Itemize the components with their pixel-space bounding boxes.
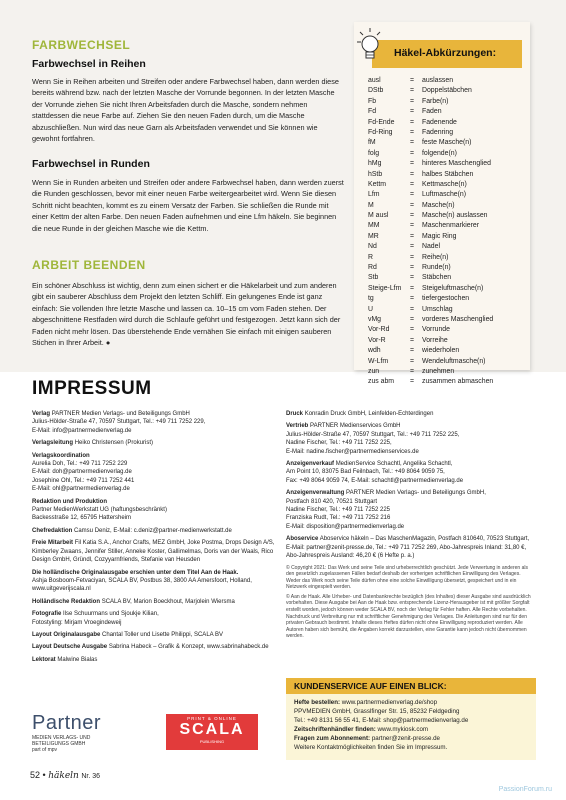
equals-sign: = [410,108,415,116]
impressum-entry-label: Verlagskoordination [32,452,90,459]
customer-service-box [286,678,536,760]
customer-service-label: Zeitschriftenhändler finden: [294,726,376,733]
abbreviation-meaning: Umschlag [422,305,453,313]
impressum-entry-text: Ashja Bosboom-Fetvaciyan, SCALA BV, Postbus 38, 3800 AA Amersfoort, Holland, www.uitgeverijscala.nl [32,577,252,593]
abbreviation-meaning: folgende(n) [422,149,457,157]
impressum-entry [286,489,536,531]
impressum-entry-label: Lektorat [32,656,56,663]
rights-notice: © Aan de Haak. Alle Urheber- und Datenbankrechte bezüglich (des Inhaltes) dieser Ausgabe sind ausdrücklich vorbehalten. Diese Ausgabe bei Aan de Haak bzw. entsprechende Lizenz-Herausgeber ist mit größter Sorgfalt erstellt worden, jedoch können weder SCALA BV, noch der Verlag für Fehler haften. Alle Rechte vorbehalten. Nachdruck und Verbreitung nur mit schriftlicher Genehmigung des Verlages. Die Anleitungen sind nur für den privaten Gebrauch bestimmt. Inhalte dieses Heftes dürfen nicht ohne Einwilligung reproduziert werden. Alle Autoren haben sich bemüht, die Angaben korrekt darzustellen, eine Garantie kann jedoch nicht übernommen werden. [286,593,531,640]
reihen-paragraph: Wenn Sie in Reihen arbeiten und Streifen oder andere Farbwechsel haben, dann werden diese bereits während bzw. nach der letzten Masche der Vorrunde begonnen. In der letzten Masche der Vorrunde ziehen Sie nicht Ihren Arbeitsfaden durch die Masche, sondern nehmen stattdessen die neue Farbe auf. Ziehen Sie den neuen Faden durch, um die Masche abzuschließen. Nun wird das neue Garn als Arbeitsfaden verwendet und Sie können wie gewohnt fortfahren. [32,77,339,144]
scala-logo-top: PRINT & ONLINE [187,716,237,721]
abbreviation-key: tg [368,295,374,303]
watermark: PassionForum.ru [498,786,552,793]
abbreviation-key: Vor-Rd [368,326,390,334]
customer-service-line [294,707,528,716]
partner-logo-name: Partner [32,712,102,734]
abbreviation-key: Vor-R [368,336,386,344]
equals-sign: = [410,357,415,365]
abbreviation-meaning: Masche(n) auslassen [422,212,488,220]
customer-service-label: Fragen zum Abonnement: [294,735,371,742]
abbreviation-meaning: Nadel [422,243,441,251]
equals-sign: = [410,336,415,344]
abbreviation-key: Fd-Ring [368,128,393,136]
customer-service-line [294,716,528,725]
impressum-left-column [32,410,276,668]
equals-sign: = [410,232,415,240]
tips-section [0,0,566,386]
abbreviation-row [368,211,526,221]
abbreviation-meaning: Reihe(n) [422,253,449,261]
impressum-entry [32,656,276,664]
customer-service-text: www.mykiosk.com [375,726,429,733]
impressum-entry-text: Ilse Schuurmans und Sjoukje Kilian, Fotostyling: Mirjam Vroegindeweij [32,611,159,626]
impressum-entry-text: Partner MedienWerkstatt UG (haftungsbeschränkt) Backesstraße 12, 65795 Hattersheim [32,507,167,522]
abbreviation-row [368,180,526,190]
impressum-entry-text: Malwine Bialas [57,656,98,663]
equals-sign: = [410,201,415,209]
abbreviations-note [354,22,530,386]
abbreviation-meaning: zunehmen [422,367,455,375]
abbreviation-meaning: vorderes Maschenglied [422,315,494,323]
equals-sign: = [410,87,415,95]
impressum-entry [32,643,276,651]
abbreviation-row [368,315,526,325]
abbreviation-row [368,377,526,387]
abbreviation-meaning: Stäbchen [422,274,452,282]
abbreviation-meaning: tiefergestochen [422,295,470,303]
equals-sign: = [410,305,415,313]
impressum-entry [32,598,276,606]
customer-service-text: Weitere Kontaktmöglichkeiten finden Sie im Impressum. [294,744,448,751]
impressum-entry-text: PARTNER Medienservices GmbH Julius-Hölder-Straße 47, 70597 Stuttgart, Tel.: +49 711 7252 225, Nadine Fischer, Tel.: +49 711 7252 225, E-Mail: nadine.fischer@partnermedienservices.de [286,423,460,455]
equals-sign: = [410,212,415,220]
page-number: 52 [30,770,41,780]
customer-service-text: Tel.: +49 8131 56 55 41, E-Mail: shop@partnermedienverlag.de [294,717,469,724]
abbreviation-row [368,86,526,96]
impressum-entry [286,460,536,485]
impressum-entry-text: PARTNER Medien Verlags- und Beteiligungs GmbH Julius-Hölder-Straße 47, 70597 Stuttgart, Tel.: +49 711 7252 229, E-Mail: info@partnermedienverlag.de [32,411,206,434]
arbeit-beenden-heading: ARBEIT BEENDEN [32,258,146,272]
impressum-entry [286,422,536,456]
abbreviation-meaning: wiederholen [422,347,460,355]
abbreviation-key: wdh [368,347,381,355]
impressum-entry-text: SCALA BV, Marion Boeckhout, Marjolein Wiersma [101,598,235,605]
impressum-entry-label: Redaktion und Produktion [32,498,107,505]
abbreviation-key: DStb [368,87,384,95]
abbreviation-key: zus abm [368,378,395,386]
impressum-title: IMPRESSUM [32,378,152,399]
abbreviation-row [368,159,526,169]
equals-sign: = [410,118,415,126]
equals-sign: = [410,222,415,230]
abbreviation-row [368,305,526,315]
impressum-entry [32,410,276,435]
impressum-right-column [286,410,536,643]
issue-number: Nr. 36 [81,773,101,780]
abbreviation-meaning: Luftmasche(n) [422,191,467,199]
abbreviation-key: W-Lfm [368,357,389,365]
equals-sign: = [410,149,415,157]
customer-service-line [294,734,528,743]
abbreviation-key: Nd [368,243,377,251]
abbreviation-key: U [368,305,373,313]
abbreviation-key: Rd [368,264,377,272]
impressum-entry-label: Druck [286,411,304,417]
abbreviation-row [368,242,526,252]
abbreviation-meaning: zusammen abmaschen [422,378,494,386]
abbreviation-key: MR [368,232,379,240]
abbreviation-row [368,190,526,200]
equals-sign: = [410,139,415,147]
abbreviation-key: MM [368,222,380,230]
impressum-entry-text: Chantal Toller und Lisette Philippi, SCALA BV [102,631,223,638]
abbreviation-meaning: Kettmasche(n) [422,180,467,188]
impressum-entry [32,498,276,523]
equals-sign: = [410,264,415,272]
abbreviation-key: Stb [368,274,379,282]
impressum-entry-text: Fil Katia S.A., Anchor Crafts, MEZ GmbH, Joke Postma, Drops Design A/S, Kimberley Zwaans, Jennifer Stiller, Anneke Koster, Gallimelmas, Doris van der Waals, Rico Design GmbH, Gründl, Cozyyarnfriends, Stefanie van Heusden [32,540,275,564]
customer-service-label: Hefte bestellen: [294,699,341,706]
abbreviation-meaning: Farbe(n) [422,97,449,105]
abbreviation-meaning: Masche(n) [422,201,455,209]
abbreviation-meaning: feste Masche(n) [422,139,472,147]
impressum-entry [32,610,276,627]
impressum-entry [32,452,276,494]
equals-sign: = [410,77,415,84]
impressum-entry [32,527,276,535]
abbreviation-row [368,76,526,86]
equals-sign: = [410,284,415,292]
impressum-entry [286,535,536,560]
customer-service-line [294,743,528,752]
abbreviation-meaning: auslassen [422,77,454,84]
abbreviation-row [368,253,526,263]
abbreviation-meaning: hinteres Maschenglied [422,160,491,168]
impressum-entry-label: Aboservice [286,536,319,543]
impressum-entry-label: Layout Deutsche Ausgabe [32,644,108,651]
customer-service-lines [286,694,536,756]
abbreviation-row [368,232,526,242]
abbreviation-key: vMg [368,315,382,323]
abbreviation-meaning: halbes Stäbchen [422,170,474,178]
impressum-entry-text: PARTNER Medien Verlags- und Beteiligungs GmbH, Postfach 810 420, 70521 Stuttgart Nadine Fischer, Tel.: +49 711 7252 225 Franziska Rudt, Tel.: +49 711 7252 216 E-Mail: disposition@partnermedienverlag.de [286,490,486,530]
impressum-entry-text: MedienService Schachtl, Angelika Schachtl, Am Point 10, 83075 Bad Feilnbach, Tel.: +49 8064 9059 75, Fax: +49 8064 9059 74, E-Mail: schachtl@partnermedienverlag.de [286,461,464,484]
equals-sign: = [410,253,415,261]
abbreviation-meaning: Vorrunde [422,326,450,334]
impressum-entry-text: Sabrina Habeck – Grafik & Konzept, www.sabrinahabeck.de [108,644,269,651]
impressum-entry-text: Aboservice häkeln – Das MaschenMagazin, Postfach 810640, 70523 Stuttgart, E-Mail: partner@zenit-presse.de, Tel.: +49 711 7252 269, Abo-Jahrespreis Inland: 31,80 €, Abo-Jahrespreis Ausland: 46,20 € (6 Hefte p. a.) [286,536,530,560]
abbreviation-meaning: Doppelstäbchen [422,87,472,95]
lightbulb-icon [356,26,384,66]
abbreviation-row [368,97,526,107]
equals-sign: = [410,191,415,199]
impressum-entry-text: Camsu Deniz, E-Mail: c.deniz@partner-medienwerkstatt.de [74,527,232,534]
abbreviations-header [354,22,530,72]
runden-paragraph: Wenn Sie in Runden arbeiten und Streifen oder andere Farbwechsel haben, dann werden zuerst die Runden geschlossen, bevor mit einer neuen Farbe weitergearbeitet wird. Wenn Sie diesen Schritt nicht beachten, kommt es zu einem Versatz der Farben. Sie schließen die Runde mit einer Kettm der alten Farbe. Den neuen Faden aufnehmen und eine Lfm häkeln. Sie beginnen die neue Runde in der gleichen Masche wie die Kettm. [32,178,344,233]
partner-logo [32,712,162,752]
impressum-entry-label: Fotografie [32,611,62,618]
abbreviation-key: ausl [368,77,381,84]
partner-logo-sub3: part of mpv [32,747,58,753]
magazine-brand: häkeln [48,771,79,781]
impressum-entry-label: Anzeigenverkauf [286,461,335,468]
impressum-entry-label: Verlagsleitung [32,440,74,447]
equals-sign: = [410,243,415,251]
abbreviation-key: Fd [368,108,377,116]
impressum-entry-text: Heiko Christensen (Prokurist) [74,440,154,447]
impressum-entry-label: Holländische Redaktion [32,598,101,605]
abbreviation-meaning: Magic Ring [422,232,457,240]
abbreviation-meaning: Steigeluftmasche(n) [422,284,484,292]
impressum-entry-label: Freie Mitarbeit [32,540,74,547]
abbreviation-key: hStb [368,170,383,178]
abbreviation-key: Kettm [368,180,386,188]
impressum-entry [32,569,276,594]
equals-sign: = [410,315,415,323]
impressum-entry-text: Aurelia Doh, Tel.: +49 711 7252 229 E-Mail: doh@partnermedienverlag.de Josephine Ohl, Tel.: +49 711 7252 441 E-Mail: ohl@partnermedienverlag.de [32,461,135,493]
abbreviation-row [368,294,526,304]
customer-service-text: PPVMEDIEN GmbH, Grasslfinger Str. 15, 85232 Feldgeding [294,708,460,715]
partner-logo-sub1: MEDIEN VERLAGS- UND [32,735,91,741]
equals-sign: = [410,295,415,303]
customer-service-text: www.partnermedienverlag.de/shop [340,699,438,706]
equals-sign: = [410,97,415,105]
equals-sign: = [410,274,415,282]
abbreviation-row [368,221,526,231]
scala-logo-name: SCALA [179,721,245,738]
impressum-entry [32,539,276,564]
abbreviation-key: R [368,253,373,261]
partner-logo-sub2: BETEILIGUNGS GMBH [32,741,86,747]
abbreviation-row [368,336,526,346]
abbreviation-meaning: Faden [422,108,442,116]
equals-sign: = [410,128,415,136]
abbreviation-row [368,367,526,377]
reihen-subheading: Farbwechsel in Reihen [32,58,146,70]
abbreviation-row [368,284,526,294]
copyright-notice: © Copyright 2021: Das Werk und seine Teile sind urheberrechtlich geschützt. Jede Verwertung in anderen als den gesetzlich zugelassenen Fällen bedarf deshalb der vorherigen schriftlichen Einwilligung des Verlages. Weder das Werk noch seine Teile dürfen ohne eine solche Einwilligung übersetzt, gespeichert und in ein Netzwerk eingespielt werden. [286,564,528,591]
abbreviation-key: M [368,201,374,209]
abbreviation-key: M ausl [368,212,389,220]
abbreviation-key: Steige-Lfm [368,284,402,292]
runden-subheading: Farbwechsel in Runden [32,158,150,170]
impressum-entry-label: Layout Originalausgabe [32,631,101,638]
impressum-entry-text: Konradin Druck GmbH, Leinfelden-Echterdingen [304,411,434,417]
abbreviation-key: folg [368,149,380,157]
abbreviation-row [368,325,526,335]
equals-sign: = [410,160,415,168]
abbreviation-row [368,138,526,148]
impressum-entry-label: Verlag [32,411,51,417]
impressum-entry-label: Die holländische Originalausgabe erschien unter dem Titel Aan de Haak. [32,569,239,576]
abbreviation-key: fM [368,139,376,147]
impressum-entry [286,410,536,418]
scala-logo-sub: PUBLISHING [199,739,225,744]
abbreviation-meaning: Vorreihe [422,336,448,344]
abbreviation-row [368,118,526,128]
impressum-entry-label: Chefredaktion [32,527,73,534]
abbreviation-row [368,346,526,356]
abbreviation-row [368,357,526,367]
page-footer [30,770,100,781]
impressum-entry [32,631,276,639]
abbreviation-row [368,273,526,283]
equals-sign: = [410,378,415,386]
abbreviation-meaning: Fadenring [422,128,454,136]
customer-service-line [294,698,528,707]
customer-service-text: partner@zenit-presse.de [370,735,441,742]
abbreviation-row [368,149,526,159]
equals-sign: = [410,180,415,188]
equals-sign: = [410,170,415,178]
abbreviation-row [368,107,526,117]
abbreviation-meaning: Fadenende [422,118,457,126]
impressum-entry-label: Anzeigenverwaltung [286,490,345,497]
abbreviation-meaning: Maschenmarkierer [422,222,480,230]
impressum-entry [32,439,276,447]
abbreviation-key: Fd-Ende [368,118,395,126]
equals-sign: = [410,326,415,334]
abbreviation-key: zun [368,367,380,375]
publisher-logos [30,712,280,752]
abbreviation-key: hMg [368,160,382,168]
scala-logo [166,714,258,750]
arbeit-beenden-paragraph: Ein schöner Abschluss ist wichtig, denn zum einen sichert er die Häkelarbeit und zum anderen gibt ein sauberer Abschluss dem Projekt den letzten Schliff. Ein gelungenes Ende ist ganz einfach: Sie vollenden Ihre letzte Masche und lassen ca. 10–15 cm vom Faden stehen. Der abgeschnittene Restfaden wird durch die Schlaufe geführt und festgezogen. Jetzt kann sich der Faden nicht mehr lösen. Das überstehende Ende vernähen Sie einfach mit einigen sauberen Stichen in Ihrer Arbeit. ● [32,281,341,348]
abbreviation-row [368,128,526,138]
abbreviation-key: Fb [368,97,377,105]
farbwechsel-heading: FARBWECHSEL [32,38,131,52]
customer-service-title: KUNDENSERVICE AUF EINEN BLICK: [286,678,536,694]
equals-sign: = [410,367,415,375]
customer-service-line [294,725,528,734]
abbreviation-row [368,170,526,180]
abbreviations-list [368,76,526,388]
impressum-entry-label: Vertrieb [286,423,309,430]
abbreviation-key: Lfm [368,191,380,199]
abbreviation-meaning: Wendeluftmasche(n) [422,357,486,365]
abbreviation-row [368,201,526,211]
equals-sign: = [410,347,415,355]
abbreviation-row [368,263,526,273]
abbreviation-meaning: Runde(n) [422,264,451,272]
abbreviations-title: Häkel-Abkürzungen: [394,47,497,59]
footer-bullet: • [42,770,46,780]
